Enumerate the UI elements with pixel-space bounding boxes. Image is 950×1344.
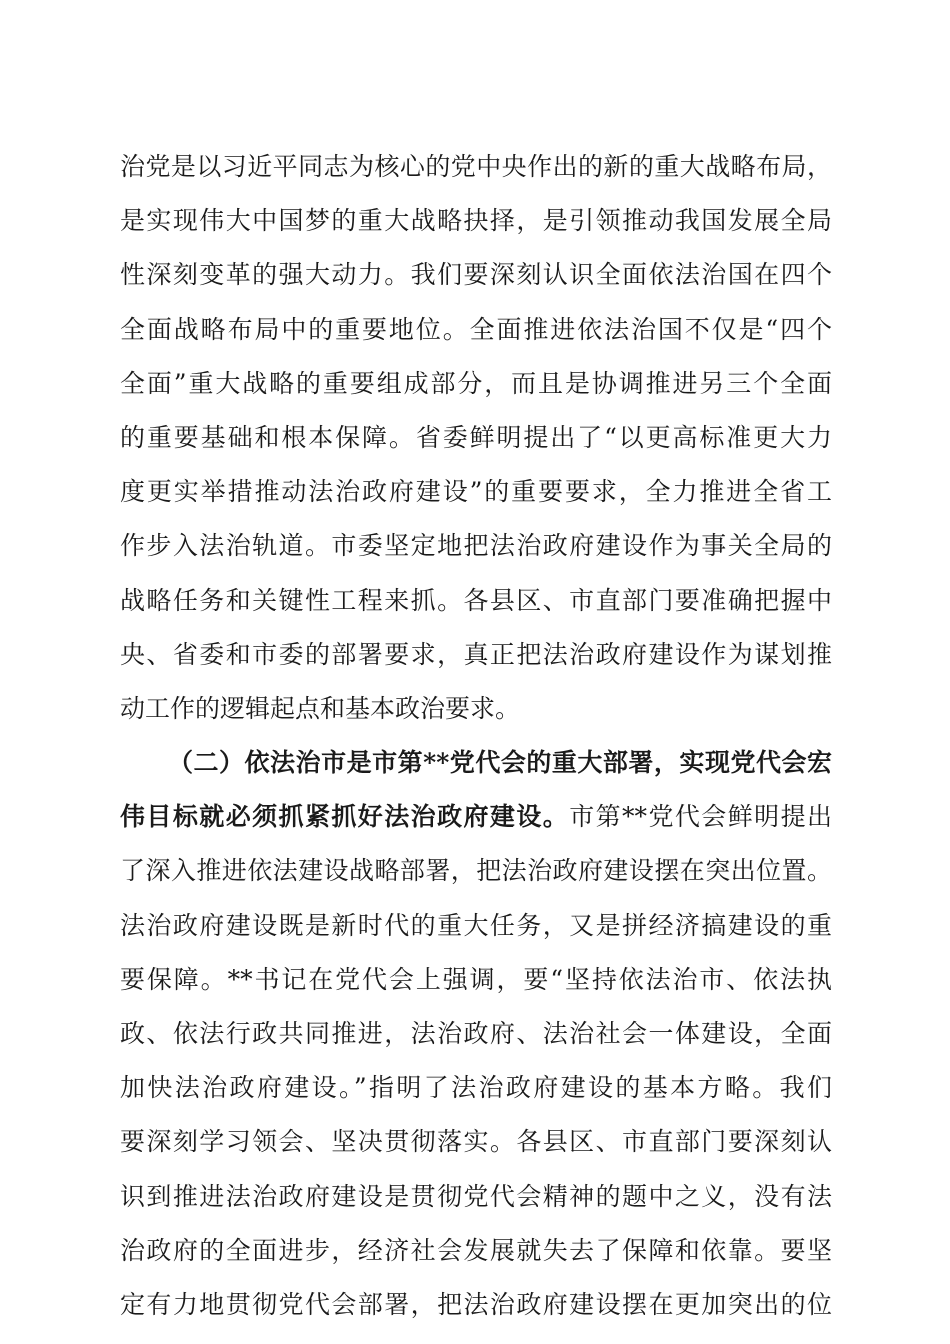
text-line: 定有力地贯彻党代会部署，把法治政府建设摆在更加突出的位 [120,1289,832,1319]
text-line: 要保障。**书记在党代会上强调，要“坚持依法治市、依法执 [120,964,832,994]
text-line: 法治政府建设既是新时代的重大任务，又是拼经济搞建设的重 [120,910,832,940]
document-body [120,140,832,1332]
text-line: 全面战略布局中的重要地位。全面推进依法治国不仅是“四个 [120,314,832,344]
text-line: 性深刻变革的强大动力。我们要深刻认识全面依法治国在四个 [120,260,832,290]
paragraph-1 [120,140,832,736]
text-line: 是实现伟大中国梦的重大战略抉择，是引领推动我国发展全局 [120,206,832,236]
text-line: 的重要基础和根本保障。省委鲜明提出了“以更高标准更大力 [120,422,832,452]
text-line: 了深入推进依法建设战略部署，把法治政府建设摆在突出位置。 [120,856,832,886]
text-line: 识到推进法治政府建设是贯彻党代会精神的题中之义，没有法 [120,1181,832,1211]
text-line: 作步入法治轨道。市委坚定地把法治政府建设作为事关全局的 [120,531,832,561]
text-line: 政、依法行政共同推进，法治政府、法治社会一体建设，全面 [120,1019,832,1048]
paragraph-2 [120,736,832,1332]
text-line: 要深刻学习领会、坚决贯彻落实。各县区、市直部门要深刻认 [120,1127,832,1157]
section-heading-line: （二）依法治市是市第**党代会的重大部署，实现党代会宏 [168,748,832,778]
text-line: 全面”重大战略的重要组成部分，而且是协调推进另三个全面 [120,368,832,398]
section-body-text: 市第**党代会鲜明提出 [569,802,832,832]
section-heading-line-2 [120,790,832,844]
section-heading-bold-text: 伟目标就必须抓紧抓好法治政府建设。 [120,802,570,832]
text-line: 央、省委和市委的部署要求，真正把法治政府建设作为谋划推 [120,639,832,669]
text-line: 战略任务和关键性工程来抓。各县区、市直部门要准确把握中 [120,585,832,615]
text-line: 度更实举措推动法治政府建设”的重要要求，全力推进全省工 [120,477,832,507]
text-line: 治党是以习近平同志为核心的党中央作出的新的重大战略布局， [120,152,832,181]
text-line: 加快法治政府建设。”指明了法治政府建设的基本方略。我们 [120,1073,832,1103]
text-line: 治政府的全面进步，经济社会发展就失去了保障和依靠。要坚 [120,1235,832,1265]
text-line-last: 动工作的逻辑起点和基本政治要求。 [120,693,521,723]
